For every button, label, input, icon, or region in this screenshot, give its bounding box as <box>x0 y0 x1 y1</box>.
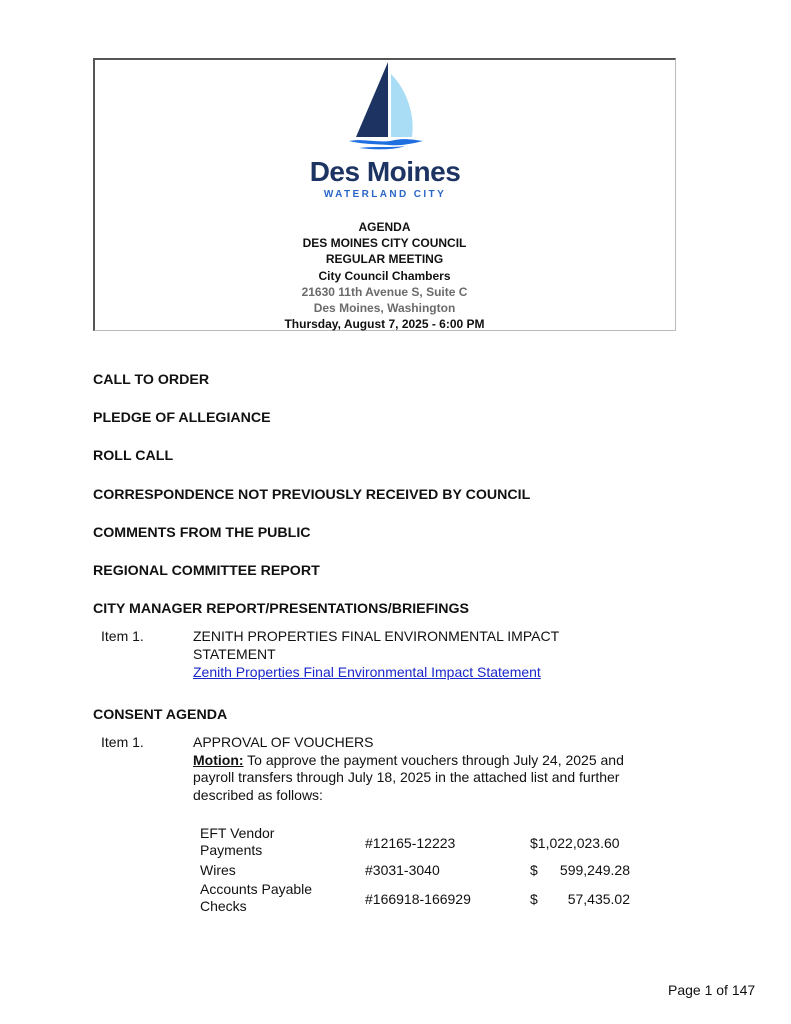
section-correspondence: CORRESPONDENCE NOT PREVIOUSLY RECEIVED BY COUNCIL <box>93 487 531 503</box>
motion-line-2: payroll transfers through July 18, 2025 in the attached list and further <box>193 769 620 785</box>
voucher-range: #166918-166929 <box>365 891 471 907</box>
section-consent-agenda: CONSENT AGENDA <box>93 707 228 723</box>
voucher-amount: 599,249.28 <box>559 862 630 878</box>
section-public-comments: COMMENTS FROM THE PUBLIC <box>93 525 311 541</box>
zenith-eis-link[interactable]: Zenith Properties Final Environmental Impact Statement <box>193 664 541 680</box>
logo-tagline: WATERLAND CITY <box>323 189 447 200</box>
council-name: DES MOINES CITY COUNCIL <box>302 236 467 251</box>
section-regional-committee: REGIONAL COMMITTEE REPORT <box>93 563 320 579</box>
section-city-manager: CITY MANAGER REPORT/PRESENTATIONS/BRIEFINGS <box>93 601 469 617</box>
motion-label: Motion: <box>193 751 244 768</box>
item-title: APPROVAL OF VOUCHERS <box>193 734 374 750</box>
agenda-title: AGENDA <box>358 220 411 234</box>
motion-line-1: Motion: To approve the payment vouchers through July 24, 2025 and <box>193 751 624 768</box>
street-address: 21630 11th Avenue S, Suite C <box>301 284 468 299</box>
agenda-item-vouchers <box>193 734 693 804</box>
voucher-type: Wires <box>200 862 236 878</box>
meeting-type: REGULAR MEETING <box>325 252 444 267</box>
motion-line-3: described as follows: <box>193 786 323 803</box>
venue: City Council Chambers <box>318 268 451 283</box>
voucher-type: EFT Vendor Payments <box>200 825 275 858</box>
sailboat-icon <box>345 60 425 152</box>
city-state: Des Moines, Washington <box>313 301 456 316</box>
section-call-to-order: CALL TO ORDER <box>93 372 210 388</box>
voucher-amount: 57,435.02 <box>567 891 630 907</box>
item-title-cont: STATEMENT <box>193 645 276 662</box>
item-number: Item 1. <box>101 734 144 750</box>
currency-symbol: $ <box>530 862 538 878</box>
logo-name: Des Moines <box>309 156 461 187</box>
voucher-range: #12165-12223 <box>365 835 456 851</box>
section-roll-call: ROLL CALL <box>93 448 174 464</box>
voucher-type: Accounts Payable Checks <box>200 881 313 914</box>
item-title: ZENITH PROPERTIES FINAL ENVIRONMENTAL IMPACT <box>193 628 560 644</box>
agenda-item-zenith <box>193 628 693 682</box>
voucher-range: #3031-3040 <box>365 862 440 878</box>
voucher-amount: $1,022,023.60 <box>530 835 620 851</box>
city-logo <box>300 60 470 200</box>
meeting-header <box>93 219 676 332</box>
meeting-datetime: Thursday, August 7, 2025 - 6:00 PM <box>284 317 485 332</box>
page-number: Page 1 of 147 <box>668 982 756 998</box>
currency-symbol: $ <box>530 891 538 907</box>
section-pledge: PLEDGE OF ALLEGIANCE <box>93 410 271 426</box>
item-number: Item 1. <box>101 628 144 644</box>
